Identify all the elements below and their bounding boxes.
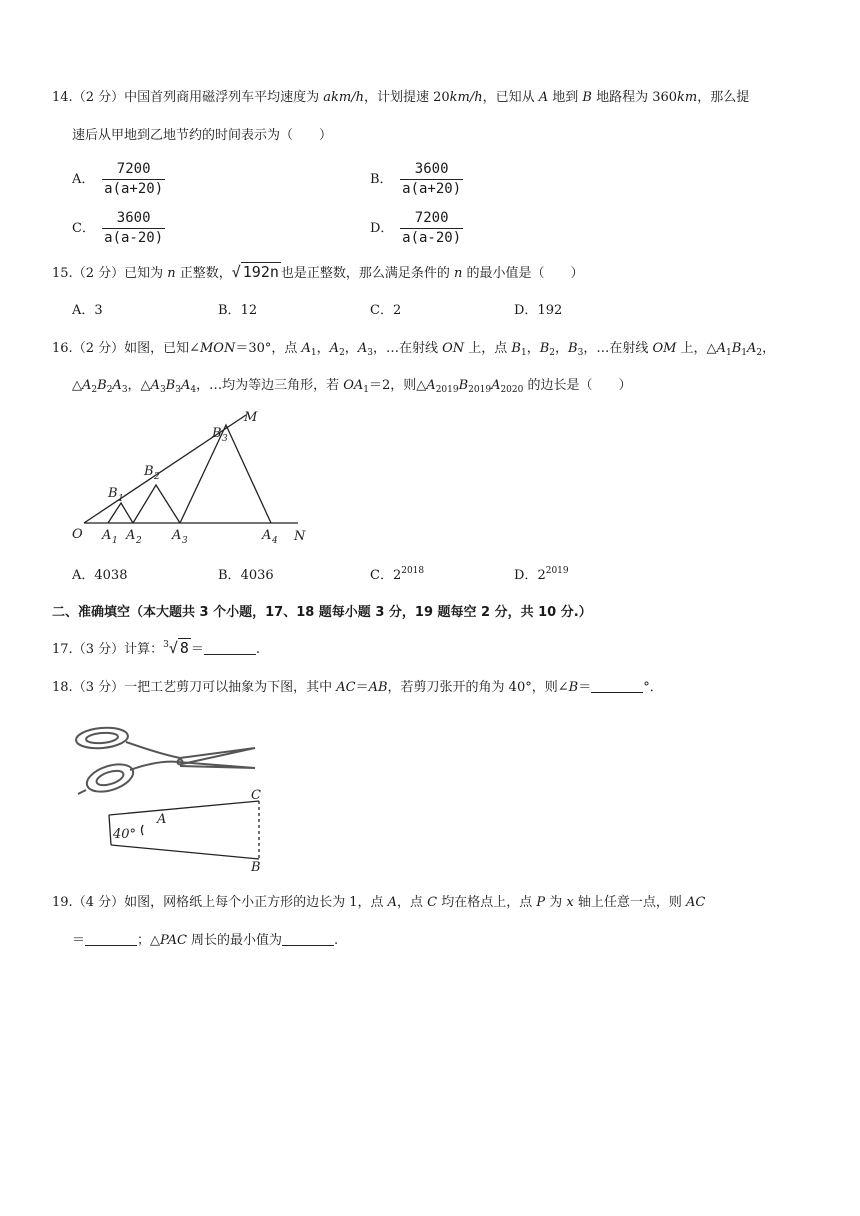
svg-text:N: N xyxy=(294,529,306,544)
q19-line1: 19.（4 分）如图，网格纸上每个小正方形的边长为 1，点 A，点 C 均在格点上，点 P 为 x 轴上任意一点，则 AC xyxy=(52,895,706,910)
q16-option-d[interactable]: D．$2^{2019}$ xyxy=(514,566,569,583)
score: （2 分） xyxy=(72,266,125,281)
answer-blank[interactable] xyxy=(204,640,256,655)
svg-text:4: 4 xyxy=(272,536,278,546)
q16-option-a[interactable]: A．4038 xyxy=(72,568,128,583)
question-number: 18. xyxy=(52,680,73,695)
q16-option-c[interactable]: C．$2^{2018}$ xyxy=(370,566,425,583)
fraction: $\frac{7200}{a(a+20)}$ xyxy=(104,161,164,197)
square-root: √ 192n xyxy=(231,263,279,281)
q14-line1: 14.（2 分）中国首列商用磁浮列车平均速度为 akm/h，计划提速 20km/h，已知从 A 地到 B 地路程为 360km，那么提 xyxy=(52,90,750,105)
q14-option-d[interactable]: D． $\frac{7200}{a(a-20)}$ xyxy=(370,210,462,246)
answer-blank-perimeter[interactable] xyxy=(282,931,334,946)
q16-option-b[interactable]: B．4036 xyxy=(218,568,274,583)
svg-text:2: 2 xyxy=(154,472,160,482)
answer-blank-ac[interactable] xyxy=(85,931,137,946)
scissors-blade-top xyxy=(126,742,255,764)
angle-arc xyxy=(142,825,144,835)
question-number: 17. xyxy=(52,642,73,657)
svg-text:3: 3 xyxy=(182,536,188,546)
score: （4 分） xyxy=(72,895,125,910)
svg-text:3: 3 xyxy=(222,434,228,444)
svg-text:1: 1 xyxy=(118,494,124,504)
svg-text:2: 2 xyxy=(136,536,142,546)
fraction: $\frac{7200}{a(a-20)}$ xyxy=(402,210,462,246)
score: （2 分） xyxy=(72,90,125,105)
q15-option-c[interactable]: C．2 xyxy=(370,303,402,318)
section-title: 二、准确填空（本大题共 3 个小题，17、18 题每小题 3 分，19 题每空 2 分，共 10 分.） xyxy=(52,605,592,620)
scissors-ring-top xyxy=(75,726,129,750)
svg-text:A: A xyxy=(157,812,167,827)
ray-om xyxy=(84,415,246,523)
scissors-blade-bottom xyxy=(130,762,255,770)
svg-text:40°: 40° xyxy=(113,827,137,842)
score: （3 分） xyxy=(72,642,125,657)
svg-text:1: 1 xyxy=(112,536,118,546)
svg-text:B: B xyxy=(108,486,118,501)
q14-option-a[interactable]: A． $\frac{7200}{a(a+20)}$ xyxy=(72,161,164,197)
fraction: $\frac{3600}{a(a-20)}$ xyxy=(104,210,164,246)
svg-text:A: A xyxy=(262,528,272,543)
svg-text:B: B xyxy=(251,860,261,875)
q17-line: 17.（3 分）计算：$^3$√ 8 ＝ . xyxy=(52,639,261,657)
q16-line1: 16.（2 分）如图，已知∠MON＝30°，点 $A_1$，$A_2$，$A_3$，…在射线 ON 上，点 $B_1$，$B_2$，$B_3$，…在射线 OM 上，$\triangle A_1B_1A_2$， xyxy=(52,341,776,358)
side-ac xyxy=(109,801,259,815)
q16-triangle-diagram xyxy=(66,405,326,550)
question-number: 14. xyxy=(52,90,73,105)
triangle-1 xyxy=(108,503,133,523)
q15-option-b[interactable]: B．12 xyxy=(218,303,258,318)
q19-line2: ＝ ；△PAC 周长的最小值为 . xyxy=(72,933,339,948)
svg-text:A: A xyxy=(126,528,136,543)
q18-triangle-diagram xyxy=(105,785,275,875)
answer-blank[interactable] xyxy=(591,678,643,693)
score: （2 分） xyxy=(72,341,125,356)
svg-text:A: A xyxy=(172,528,182,543)
svg-text:C: C xyxy=(251,788,261,803)
svg-text:B: B xyxy=(144,464,154,479)
q15-option-a[interactable]: A．3 xyxy=(72,303,103,318)
root-index: 3 xyxy=(163,640,169,650)
q14-option-b[interactable]: B． $\frac{3600}{a(a+20)}$ xyxy=(370,161,462,197)
q15-option-d[interactable]: D．192 xyxy=(514,303,563,318)
fraction: $\frac{3600}{a(a+20)}$ xyxy=(402,161,462,197)
score: （3 分） xyxy=(72,680,125,695)
q16-line2: $\triangle A_2B_2A_3$，$\triangle A_3B_3A_4$，…均为等边三角形，若 $OA_1=2$，则$\triangle A_{2019}B_{2019}A_{2020}$ 的边长是（ ） xyxy=(72,378,632,395)
triangle-2 xyxy=(133,485,180,523)
q15-line1: 15.（2 分）已知为 n 正整数，√ 192n 也是正整数，那么满足条件的 n 的最小值是（ ） xyxy=(52,263,584,281)
q14-line2: 速后从甲地到乙地节约的时间表示为（ ） xyxy=(72,128,333,143)
cube-root: √ 8 xyxy=(168,639,189,657)
side-ab xyxy=(111,845,259,859)
svg-text:A: A xyxy=(102,528,112,543)
q18-line: 18.（3 分）一把工艺剪刀可以抽象为下图，其中 AC＝AB，若剪刀张开的角为 40°，则∠B＝ °． xyxy=(52,680,663,695)
svg-text:O: O xyxy=(72,527,83,542)
svg-text:B: B xyxy=(212,426,222,441)
q14-option-c[interactable]: C． $\frac{3600}{a(a-20)}$ xyxy=(72,210,164,246)
svg-text:M: M xyxy=(244,410,258,425)
question-number: 19. xyxy=(52,895,73,910)
question-number: 16. xyxy=(52,341,73,356)
question-number: 15. xyxy=(52,266,73,281)
